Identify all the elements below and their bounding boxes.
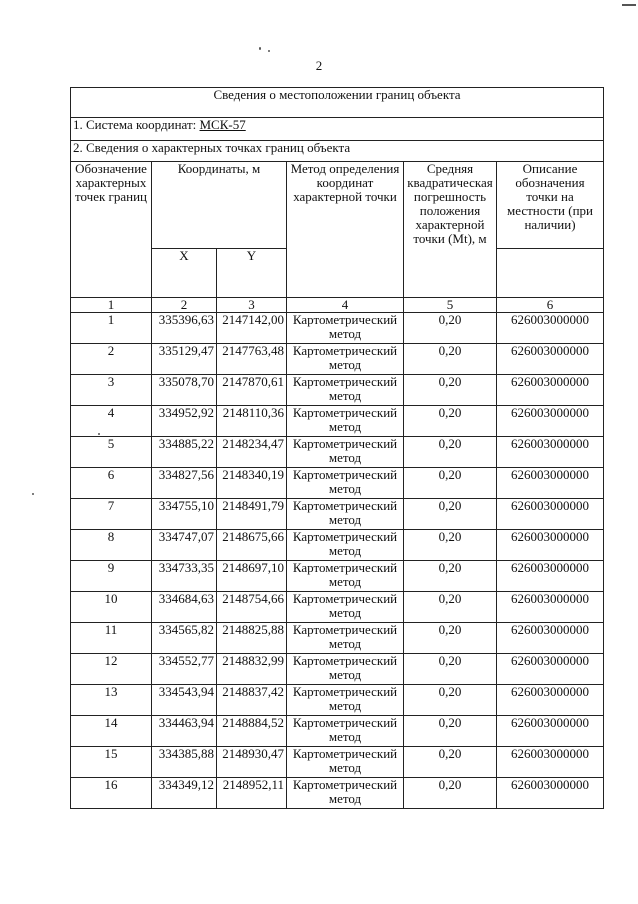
description-cell: 626003000000 xyxy=(497,561,604,592)
method-cell: Картометрический метод xyxy=(287,406,404,437)
scan-speck xyxy=(268,50,270,52)
description-cell: 626003000000 xyxy=(497,437,604,468)
header-method: Метод определения координат характерной точки xyxy=(287,162,404,298)
table-row xyxy=(71,747,604,778)
coordinate-y: 2148110,36 xyxy=(217,406,287,437)
accuracy-cell: 0,20 xyxy=(404,406,497,437)
description-cell: 626003000000 xyxy=(497,778,604,809)
method-cell: Картометрический метод xyxy=(287,561,404,592)
coordinate-x: 334349,12 xyxy=(152,778,217,809)
column-number: 5 xyxy=(404,298,497,313)
header-description: Описание обозначения точки на местности (при наличии) xyxy=(497,162,604,249)
point-number: 4 xyxy=(71,406,152,437)
scan-speck xyxy=(32,493,34,495)
accuracy-cell: 0,20 xyxy=(404,623,497,654)
coordinate-y: 2148697,10 xyxy=(217,561,287,592)
scan-speck xyxy=(259,47,261,50)
boundary-points-table xyxy=(70,87,604,809)
method-cell: Картометрический метод xyxy=(287,747,404,778)
point-number: 14 xyxy=(71,716,152,747)
header-accuracy: Средняя квадратическая погрешность положения характерной точки (Mt), м xyxy=(404,162,497,298)
table-row xyxy=(71,623,604,654)
point-number: 13 xyxy=(71,685,152,716)
coordinate-x: 335078,70 xyxy=(152,375,217,406)
column-number: 2 xyxy=(152,298,217,313)
coordinate-y: 2147870,61 xyxy=(217,375,287,406)
method-cell: Картометрический метод xyxy=(287,313,404,344)
coordinate-system-label: 1. Система координат: xyxy=(73,117,197,132)
table-row xyxy=(71,313,604,344)
coordinate-x: 334385,88 xyxy=(152,747,217,778)
method-cell: Картометрический метод xyxy=(287,592,404,623)
accuracy-cell: 0,20 xyxy=(404,468,497,499)
coordinate-y: 2147142,00 xyxy=(217,313,287,344)
description-cell: 626003000000 xyxy=(497,499,604,530)
description-cell: 626003000000 xyxy=(497,344,604,375)
accuracy-cell: 0,20 xyxy=(404,685,497,716)
column-number: 3 xyxy=(217,298,287,313)
method-cell: Картометрический метод xyxy=(287,499,404,530)
coordinate-x: 334543,94 xyxy=(152,685,217,716)
coordinate-x: 334552,77 xyxy=(152,654,217,685)
accuracy-cell: 0,20 xyxy=(404,499,497,530)
table-row xyxy=(71,561,604,592)
table-row xyxy=(71,530,604,561)
description-cell: 626003000000 xyxy=(497,623,604,654)
coordinate-system-row xyxy=(71,118,604,141)
accuracy-cell: 0,20 xyxy=(404,530,497,561)
point-number: 12 xyxy=(71,654,152,685)
point-number: 11 xyxy=(71,623,152,654)
header-coordinates: Координаты, м xyxy=(152,162,287,249)
column-numbers-row xyxy=(71,298,604,313)
point-number: 9 xyxy=(71,561,152,592)
column-number: 6 xyxy=(497,298,604,313)
point-number: 5 xyxy=(71,437,152,468)
description-cell: 626003000000 xyxy=(497,685,604,716)
table-title: Сведения о местоположении границ объекта xyxy=(71,88,604,118)
table-row xyxy=(71,654,604,685)
description-cell: 626003000000 xyxy=(497,468,604,499)
method-cell: Картометрический метод xyxy=(287,654,404,685)
point-number: 2 xyxy=(71,344,152,375)
description-cell: 626003000000 xyxy=(497,747,604,778)
coordinate-y: 2148825,88 xyxy=(217,623,287,654)
description-cell: 626003000000 xyxy=(497,716,604,747)
point-number: 15 xyxy=(71,747,152,778)
table-row xyxy=(71,406,604,437)
method-cell: Картометрический метод xyxy=(287,623,404,654)
method-cell: Картометрический метод xyxy=(287,468,404,499)
coordinate-x: 334463,94 xyxy=(152,716,217,747)
table-row xyxy=(71,375,604,406)
coordinate-x: 334684,63 xyxy=(152,592,217,623)
point-number: 8 xyxy=(71,530,152,561)
point-number: 10 xyxy=(71,592,152,623)
header-y: Y xyxy=(217,249,287,298)
coordinate-system-value: МСК-57 xyxy=(199,117,246,132)
method-cell: Картометрический метод xyxy=(287,375,404,406)
description-cell: 626003000000 xyxy=(497,406,604,437)
coordinate-x: 334885,22 xyxy=(152,437,217,468)
description-cell: 626003000000 xyxy=(497,375,604,406)
accuracy-cell: 0,20 xyxy=(404,313,497,344)
table-row xyxy=(71,778,604,809)
table-row xyxy=(71,685,604,716)
method-cell: Картометрический метод xyxy=(287,344,404,375)
description-cell: 626003000000 xyxy=(497,592,604,623)
coordinate-x: 334827,56 xyxy=(152,468,217,499)
coordinate-y: 2147763,48 xyxy=(217,344,287,375)
method-cell: Картометрический метод xyxy=(287,530,404,561)
description-cell: 626003000000 xyxy=(497,530,604,561)
method-cell: Картометрический метод xyxy=(287,437,404,468)
method-cell: Картометрический метод xyxy=(287,716,404,747)
page-number: 2 xyxy=(315,58,323,73)
table-row xyxy=(71,468,604,499)
table-row xyxy=(71,437,604,468)
coordinate-x: 334747,07 xyxy=(152,530,217,561)
coordinate-y: 2148837,42 xyxy=(217,685,287,716)
section-heading: 2. Сведения о характерных точках границ объекта xyxy=(71,141,604,162)
column-number: 4 xyxy=(287,298,404,313)
coordinate-y: 2148952,11 xyxy=(217,778,287,809)
point-number: 3 xyxy=(71,375,152,406)
table-row xyxy=(71,592,604,623)
coordinate-x: 335396,63 xyxy=(152,313,217,344)
point-number: 7 xyxy=(71,499,152,530)
accuracy-cell: 0,20 xyxy=(404,375,497,406)
table-row xyxy=(71,499,604,530)
accuracy-cell: 0,20 xyxy=(404,561,497,592)
scan-speck xyxy=(622,4,636,6)
method-cell: Картометрический метод xyxy=(287,685,404,716)
coordinate-y: 2148832,99 xyxy=(217,654,287,685)
accuracy-cell: 0,20 xyxy=(404,344,497,375)
coordinate-x: 334565,82 xyxy=(152,623,217,654)
coordinate-y: 2148340,19 xyxy=(217,468,287,499)
method-cell: Картометрический метод xyxy=(287,778,404,809)
accuracy-cell: 0,20 xyxy=(404,654,497,685)
point-number: 1 xyxy=(71,313,152,344)
coordinate-y: 2148675,66 xyxy=(217,530,287,561)
table-row xyxy=(71,344,604,375)
coordinate-y: 2148884,52 xyxy=(217,716,287,747)
description-cell: 626003000000 xyxy=(497,313,604,344)
column-number: 1 xyxy=(71,298,152,313)
coordinate-x: 334733,35 xyxy=(152,561,217,592)
point-number: 6 xyxy=(71,468,152,499)
coordinate-y: 2148930,47 xyxy=(217,747,287,778)
description-cell: 626003000000 xyxy=(497,654,604,685)
coordinate-x: 335129,47 xyxy=(152,344,217,375)
point-number: 16 xyxy=(71,778,152,809)
coordinate-y: 2148234,47 xyxy=(217,437,287,468)
header-x: X xyxy=(152,249,217,298)
coordinate-y: 2148754,66 xyxy=(217,592,287,623)
header-description-blank xyxy=(497,249,604,298)
accuracy-cell: 0,20 xyxy=(404,437,497,468)
coordinate-x: 334952,92 xyxy=(152,406,217,437)
accuracy-cell: 0,20 xyxy=(404,778,497,809)
accuracy-cell: 0,20 xyxy=(404,716,497,747)
coordinate-x: 334755,10 xyxy=(152,499,217,530)
coordinate-y: 2148491,79 xyxy=(217,499,287,530)
accuracy-cell: 0,20 xyxy=(404,592,497,623)
accuracy-cell: 0,20 xyxy=(404,747,497,778)
table-row xyxy=(71,716,604,747)
header-designation: Обозначение характерных точек границ xyxy=(71,162,152,298)
